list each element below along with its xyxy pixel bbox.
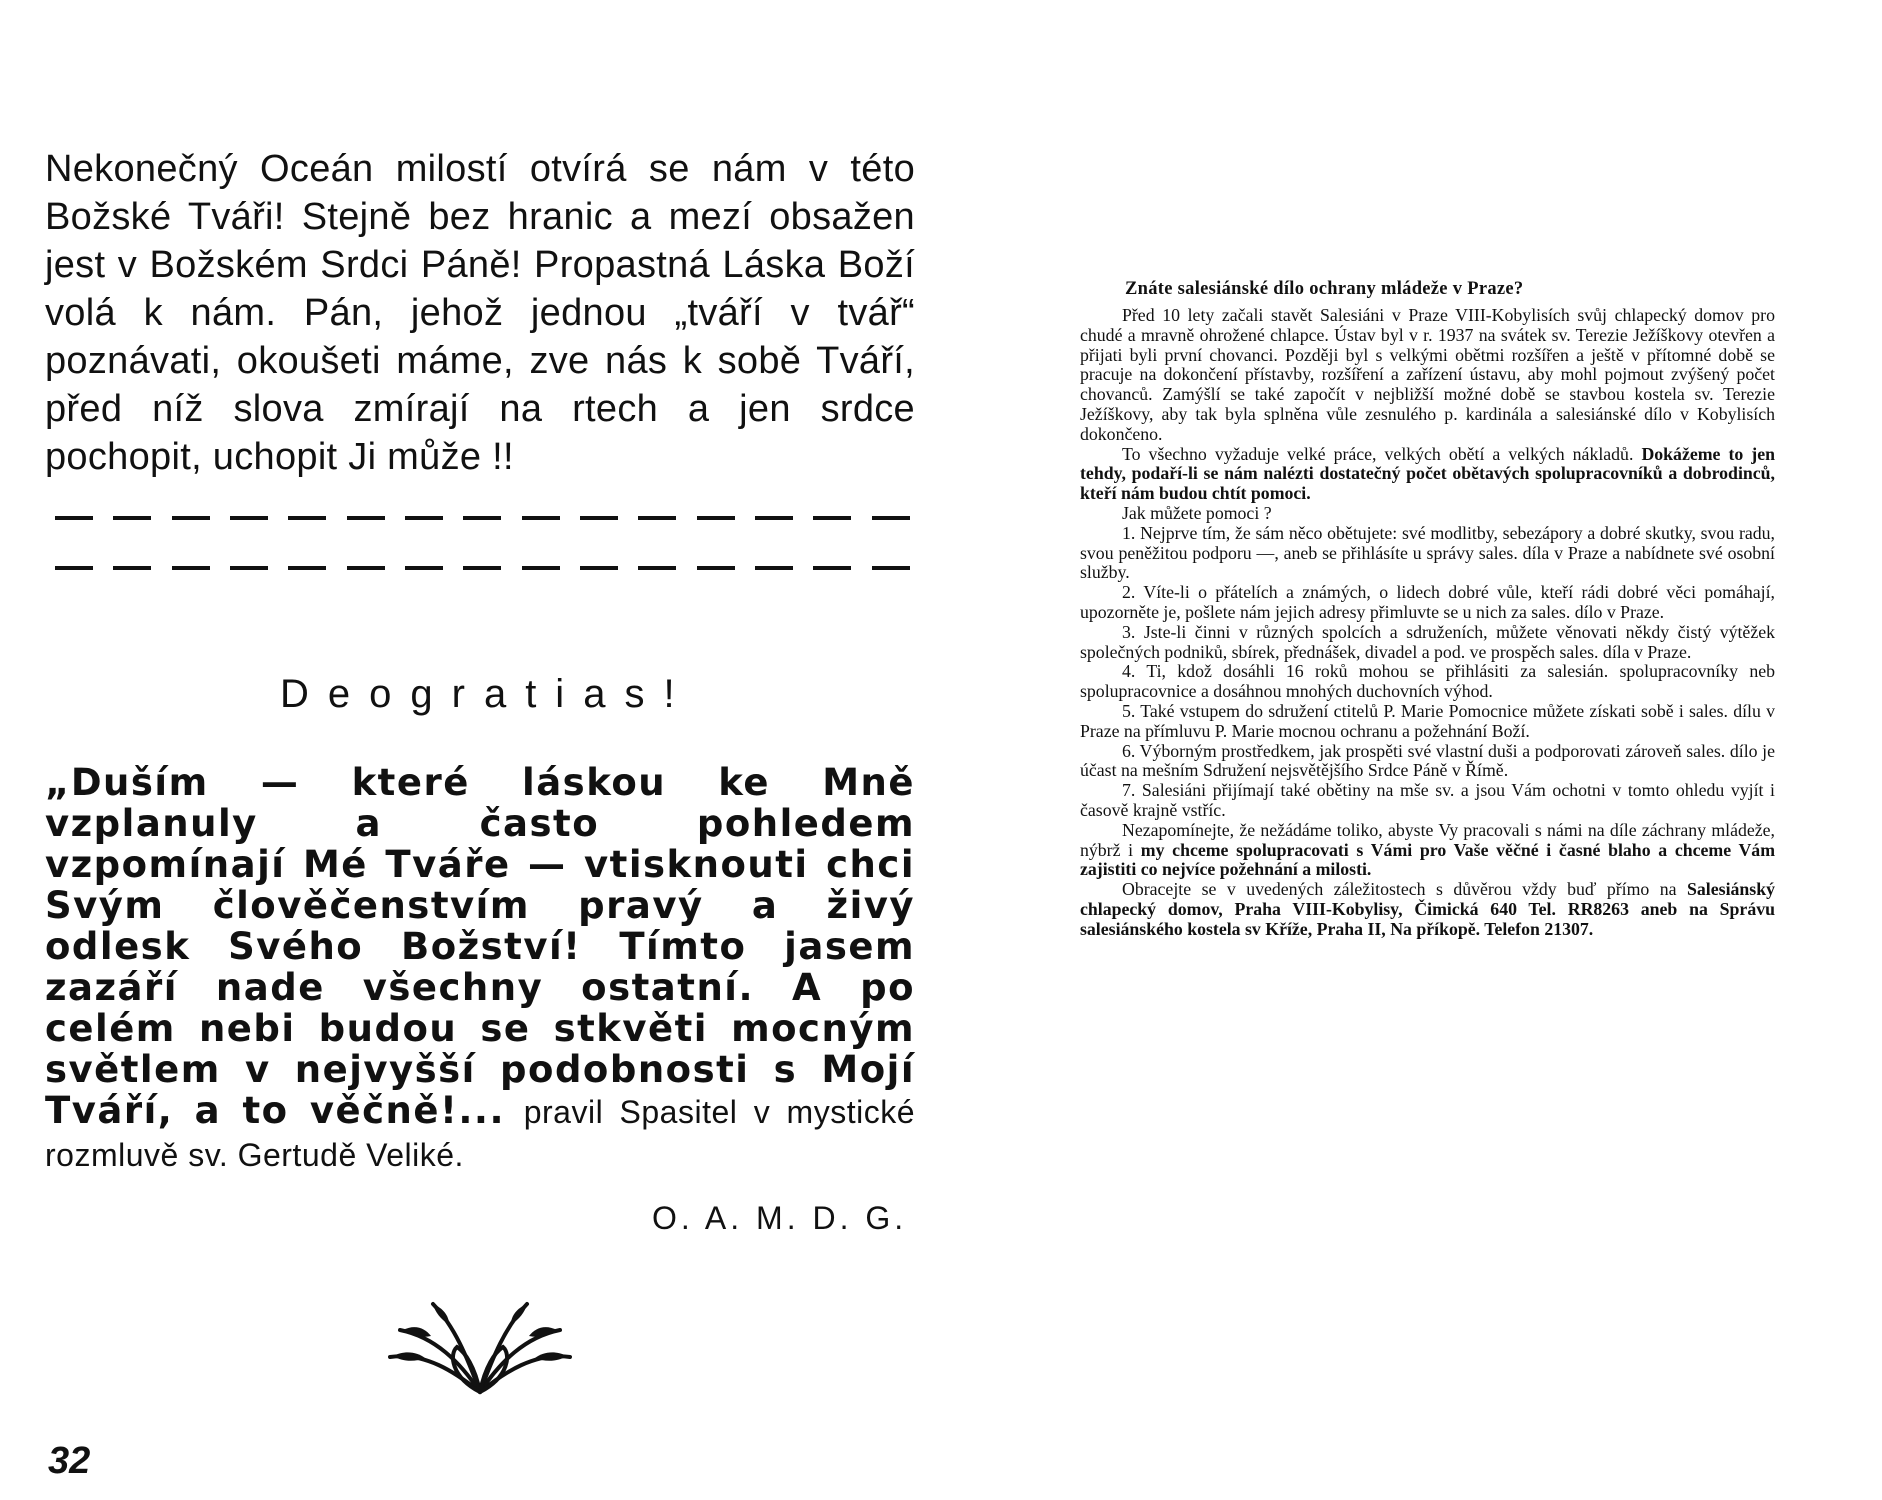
right-page xyxy=(1080,0,1775,1500)
left-page xyxy=(0,0,940,1500)
list-item: 1. Nejprve tím, že sám něco obětujete: své modlitby, sebezápory a dobré skutky, svou radu, svou peněžitou podporu —, aneb se přihlásíte u správy sales. díla v Praze a nabídnete své osobní služby. xyxy=(1080,522,1775,583)
quote-attribution: pravil Spasitel v mystické rozmluvě sv. Gertudě Veliké. xyxy=(45,1094,916,1173)
notice-body xyxy=(1080,306,1775,940)
contact-plain-text: Obracejte se v uvedených záležitostech s důvěrou vždy buď přímo na xyxy=(1122,879,1677,900)
list-item: 6. Výborným prostředkem, jak prospěti své vlastní duši a podporovati zároveň sales. dílo je účast na mešním Sdružení nejsvětějšího Srdce Páně v Římě. xyxy=(1080,740,1775,781)
list-item: 4. Ti, kdož dosáhli 16 roků mohou se přihlásiti za salesián. spolupracovníky neb spolupracovnice a dosáhnou mnohých duchovních výhod. xyxy=(1080,661,1775,702)
floral-ornament-icon xyxy=(385,1292,575,1397)
appeal-bold-text: Dokážeme to jen tehdy, podaří-li se nám nalézti dostatečný počet obětavých spolupracovníků a dobrodinců, kteří nám budou chtít pomoci. xyxy=(1080,443,1776,504)
notice-title: Znáte salesiánské dílo ochrany mládeže v Praze? xyxy=(1125,279,1524,299)
section-heading: Deogratias! xyxy=(280,672,694,716)
list-item: 2. Víte-li o přátelích a známých, o lidech dobré vůle, kteří rádi dobré věci pomáhají, upozorněte je, pošlete nám jejich adresy přimluvte se u nich za sales. dílo v Praze. xyxy=(1080,582,1775,622)
list-item: 5. Také vstupem do sdružení ctitelů P. Marie Pomocnice můžete získati sobě i sales. dílu v Praze na přímluvu P. Marie mocnou ochranu a požehnání Boží. xyxy=(1080,700,1775,741)
dashed-divider-bottom xyxy=(55,566,910,570)
list-item: 3. Jste-li činni v různých spolcích a sdruženích, můžete věnovati někdy čistý výtěžek společných podniků, sbírek, přednášek, divadel a pod. ve prospěch sales. díla v Praze. xyxy=(1080,621,1775,662)
notice-paragraph-appeal xyxy=(1080,445,1775,504)
dashed-divider-top xyxy=(55,516,910,520)
appeal-plain-text: To všechno vyžaduje velké práce, velkých obětí a velkých nákladů. xyxy=(1122,443,1634,464)
notice-paragraph-question: Jak můžete pomoci ? xyxy=(1122,502,1272,523)
notice-paragraph-contact xyxy=(1080,880,1775,939)
contact-bold-text: Salesiánský chlapecký domov, Praha VIII-Kobylisy, Čimická 640 Tel. RR8263 aneb na Správu salesiánského kostela sv Kříže, Praha II, Na příkopě. Telefon 21307. xyxy=(1080,879,1775,939)
notice-paragraph-intro: Před 10 lety začali stavět Salesiáni v Praze VIII-Kobylisích svůj chlapecký domov pro chudé a mravně ohrožené chlapce. Ústav byl v r. 1937 na svátek sv. Terezie Ježíškovy otevřen a přijati byli první chovanci. Později byl s velkými obětmi rozšířen a ještě v přítomné době se pracuje na dokončení přístavby, rozšíření a zařízení ústavu, aby mohl pojmout zvýšený počet chovanců. Zamýšlí se také započít v nejbližší možné době se stavbou kostela sv. Terezie Ježíškovy, aby tak byla splněna vůle zesnulého p. kardinála a salesiánské dílo v Kobylisích dokončeno. xyxy=(1080,305,1775,444)
notice-paragraph-reminder xyxy=(1080,821,1775,880)
quote-bold-text: „Duším — které láskou ke Mně vzplanuly a často pohledem vzpomínají Mé Tváře — vtisknouti chci Svým člověčenstvím pravý a živý odlesk Svého Božství! Tímto jasem zazáří nade všechny ostatní. A po celém nebi budou se stkvěti mocným světlem v nejvyšší podobnosti s Mojí Tváří, a to věčně!... xyxy=(45,761,915,1132)
reminder-plain-text: Nezapomínejte, že nežádáme toliko, abyste Vy pracovali s námi na díle záchrany mládeže, nýbrž i xyxy=(1080,819,1775,860)
quote-paragraph xyxy=(45,762,915,1176)
list-item: 7. Salesiáni přijímají také obětiny na mše sv. a jsou Vám ochotni v tomto ohledu vyjít i časově krajně vstříc. xyxy=(1080,780,1775,820)
intro-paragraph: Nekonečný Oceán milostí otvírá se nám v této Božské Tváři! Stejně bez hranic a mezí obsažen jest v Božském Srdci Páně! Propastná Láska Boží volá k nám. Pán, jehož jednou „tváří v tvář“ poznávati, okoušeti máme, zve nás k sobě Tváří, před níž slova zmírají na rtech a jen srdce pochopit, uchopit Ji může !! xyxy=(45,148,915,478)
signature-abbreviation: O. A. M. D. G. xyxy=(652,1200,908,1236)
reminder-bold-text: my chceme spolupracovati s Vámi pro Vaše věčné i časné blaho a chceme Vám zajistiti co nejvíce požehnání a milosti. xyxy=(1080,839,1776,880)
page-number: 32 xyxy=(48,1440,91,1482)
